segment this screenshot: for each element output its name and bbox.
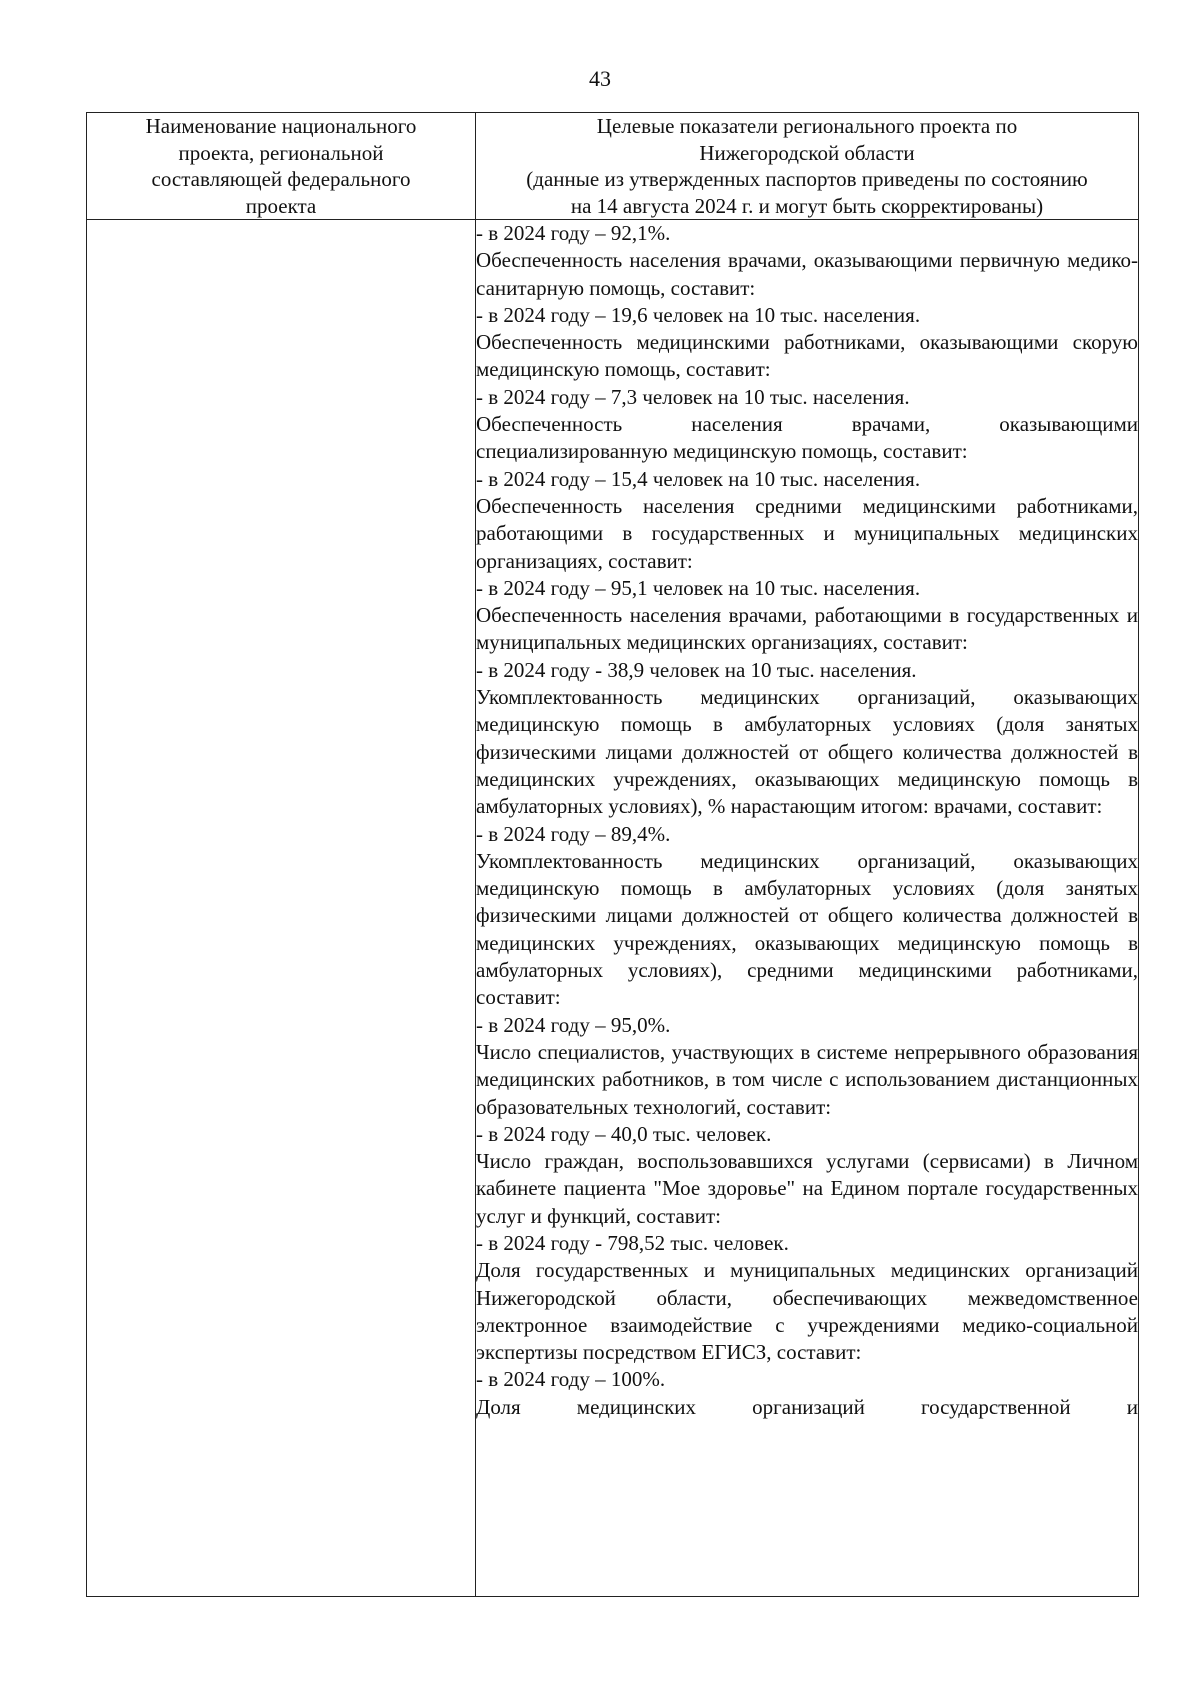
indicator-value: - в 2024 году – 100%. <box>476 1367 666 1392</box>
indicator-text: Укомплектованность медицинских организаций, оказывающих медицинскую помощь в амбулаторных условиях (доля занятых физическими лицами должностей от общего количества должностей в медицинских учреждениях, оказывающих медицинскую помощь в амбулаторных условиях), средними медицинскими работниками, составит: <box>476 848 1138 1010</box>
indicator-item <box>476 220 1138 247</box>
indicator-item <box>476 602 1138 684</box>
indicator-value: - в 2024 году – 95,1 человек на 10 тыс. населения. <box>476 575 921 600</box>
indicator-value: - в 2024 году – 95,0%. <box>476 1012 671 1037</box>
header-project-name <box>87 113 476 220</box>
indicator-text: Обеспеченность населения средними медицинскими работниками, работающими в государственных и муниципальных медицинских организациях, составит: <box>476 493 1138 573</box>
indicator-item <box>476 1394 1138 1421</box>
header-col2-line: Нижегородской области <box>699 140 915 165</box>
indicator-text: Доля медицинских организаций государственной и <box>476 1394 1138 1419</box>
header-col1-line: проекта <box>245 193 317 218</box>
indicator-item <box>476 1148 1138 1257</box>
indicator-item <box>476 1257 1138 1393</box>
indicator-item <box>476 848 1138 1039</box>
indicator-text: Обеспеченность населения врачами, оказывающими специализированную медицинскую помощь, составит: <box>476 412 1138 464</box>
indicator-text: Число граждан, воспользовавшихся услугами (сервисами) в Личном кабинете пациента "Мое здоровье" на Едином портале государственных услуг и функций, составит: <box>476 1149 1138 1228</box>
indicator-item <box>476 247 1138 329</box>
indicator-value: - в 2024 году - 798,52 тыс. человек. <box>476 1230 789 1255</box>
table-header-row <box>87 113 1139 220</box>
project-name-cell <box>87 220 476 1597</box>
indicator-item <box>476 329 1138 411</box>
indicator-value: - в 2024 году – 89,4%. <box>476 821 671 846</box>
table-row <box>87 220 1139 1597</box>
header-col1-line: составляющей федерального <box>151 167 411 191</box>
indicator-value: - в 2024 году – 15,4 человек на 10 тыс. населения. <box>476 466 921 491</box>
header-col2-line: (данные из утвержденных паспортов приведены по состоянию <box>526 167 1088 191</box>
indicators-cell <box>476 220 1139 1597</box>
indicator-value: - в 2024 году - 38,9 человек на 10 тыс. населения. <box>476 657 917 682</box>
indicator-value: - в 2024 году – 40,0 тыс. человек. <box>476 1121 772 1146</box>
indicator-text: Доля государственных и муниципальных медицинских организаций Нижегородской области, обеспечивающих межведомственное электронное взаимодействие с учреждениями медико-социальной экспертизы посредством ЕГИСЗ, составит: <box>476 1258 1138 1365</box>
page-number: 43 <box>589 66 611 91</box>
indicator-value: - в 2024 году – 92,1%. <box>476 221 671 245</box>
indicator-text: Обеспеченность населения врачами, оказывающими первичную медико-санитарную помощь, составит: <box>476 248 1138 300</box>
indicator-item <box>476 411 1138 493</box>
indicator-item <box>476 1039 1138 1148</box>
header-col1-line: проекта, региональной <box>178 140 384 165</box>
indicator-text: Укомплектованность медицинских организаций, оказывающих медицинскую помощь в амбулаторных условиях (доля занятых физическими лицами должностей от общего количества должностей в медицинских учреждениях, оказывающих медицинскую помощь в амбулаторных условиях), % нарастающим итогом: врачами, составит: <box>476 685 1138 819</box>
indicator-value: - в 2024 году – 7,3 человек на 10 тыс. населения. <box>476 384 910 409</box>
header-col1-line: Наименование национального <box>145 114 417 138</box>
indicator-item <box>476 493 1138 602</box>
indicators-table <box>86 112 1139 1597</box>
indicator-text: Обеспеченность медицинскими работниками, оказывающими скорую медицинскую помощь, составит: <box>476 330 1138 382</box>
header-col2-line: Целевые показатели регионального проекта по <box>596 114 1018 138</box>
indicator-item <box>476 684 1138 848</box>
indicator-text: Обеспеченность населения врачами, работающими в государственных и муниципальных медицинских организациях, составит: <box>476 603 1138 655</box>
indicator-value: - в 2024 году – 19,6 человек на 10 тыс. населения. <box>476 302 921 327</box>
header-target-indicators <box>476 113 1139 220</box>
header-col2-line: на 14 августа 2024 г. и могут быть скорректированы) <box>570 193 1044 218</box>
indicator-text: Число специалистов, участвующих в системе непрерывного образования медицинских работников, в том числе с использованием дистанционных образовательных технологий, составит: <box>476 1039 1138 1119</box>
